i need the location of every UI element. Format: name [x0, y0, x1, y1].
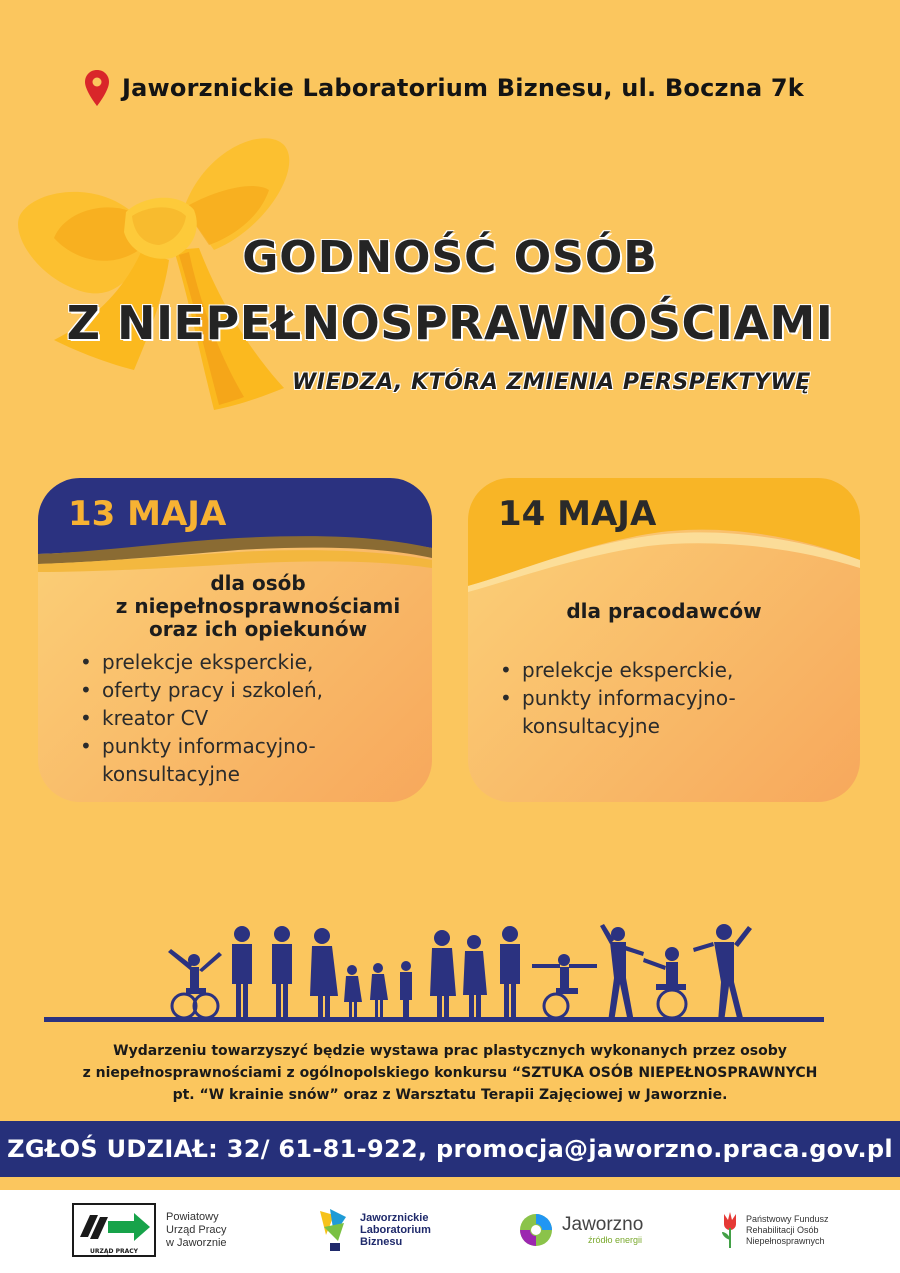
pfron-logo-text — [746, 1214, 829, 1247]
pup-logo-text — [166, 1211, 227, 1250]
card-date: 14 MAJA — [498, 494, 657, 534]
audience-line: z niepełnosprawnościami — [115, 594, 401, 618]
card-items-list — [80, 648, 430, 788]
jlb-logo-text — [360, 1212, 431, 1248]
logo-line: Jaworznickie — [360, 1212, 429, 1224]
list-item: • punkty informacyjno-konsultacyjne — [80, 732, 430, 788]
list-item: • punkty informacyjno-konsultacyjne — [500, 684, 850, 740]
map-pin-icon — [84, 70, 110, 106]
jaworzno-name: Jaworzno — [562, 1214, 644, 1235]
event-card-13-may — [38, 478, 432, 802]
card-audience: dla pracodawców — [566, 599, 762, 623]
title-line-1: GODNOŚĆ OSÓB — [242, 232, 658, 283]
jaworzno-swirl-icon — [518, 1212, 554, 1248]
pfron-logo — [720, 1200, 829, 1260]
pfron-tulip-icon — [720, 1210, 740, 1250]
logo-line: Niepełnosprawnych — [746, 1235, 825, 1246]
pup-logo-icon — [72, 1203, 156, 1257]
exhibition-note — [40, 1040, 860, 1106]
list-item: • oferty pracy i szkoleń, — [80, 676, 430, 704]
pup-badge-text: URZĄD PRACY — [90, 1248, 138, 1255]
logo-line: Państwowy Fundusz — [746, 1213, 829, 1224]
logo-line: w Jaworznie — [166, 1236, 227, 1249]
audience-line: oraz ich opiekunów — [148, 617, 368, 641]
logo-line: Laboratorium — [360, 1224, 431, 1236]
card-audience — [68, 572, 432, 641]
jlb-logo — [316, 1200, 431, 1260]
list-item: • kreator CV — [80, 704, 430, 732]
list-item: • prelekcje eksperckie, — [80, 648, 430, 676]
audience-line: dla osób — [210, 571, 306, 595]
jlb-bulb-icon — [316, 1205, 352, 1255]
footer-logos — [0, 1190, 900, 1273]
jaworzno-tagline: źródło energii — [588, 1235, 643, 1245]
logo-line: Rehabilitacji Osób — [746, 1224, 819, 1235]
jaworzno-logo — [518, 1200, 643, 1260]
logo-line: Urząd Pracy — [166, 1223, 227, 1236]
event-card-14-may — [468, 478, 860, 802]
card-date: 13 MAJA — [68, 494, 227, 534]
people-silhouettes-illustration — [44, 920, 824, 1024]
note-line: Wydarzeniu towarzyszyć będzie wystawa prac plastycznych wykonanych przez osoby — [113, 1043, 787, 1059]
subtitle: WIEDZA, KTÓRA ZMIENIA PERSPEKTYWĘ — [292, 370, 811, 395]
list-item: • prelekcje eksperckie, — [500, 656, 850, 684]
pup-logo — [72, 1200, 227, 1260]
note-line: pt. “W krainie snów” oraz z Warsztatu Terapii Zajęciowej w Jaworznie. — [172, 1087, 728, 1103]
location-header — [84, 68, 804, 108]
card-items-list — [500, 656, 850, 740]
contact-bar — [0, 1121, 900, 1177]
title-line-2: Z NIEPEŁNOSPRAWNOŚCIAMI — [66, 296, 834, 350]
contact-text: ZGŁOŚ UDZIAŁ: 32/ 61-81-922, promocja@jaworzno.praca.gov.pl — [7, 1135, 893, 1163]
logo-line: Powiatowy — [166, 1210, 219, 1223]
logo-line: Biznesu — [360, 1236, 403, 1248]
jaworzno-logo-text — [562, 1215, 643, 1245]
note-line: z niepełnosprawnościami z ogólnopolskiego konkursu “SZTUKA OSÓB NIEPEŁNOSPRAWNYCH — [82, 1065, 818, 1081]
location-text: Jaworznickie Laboratorium Biznesu, ul. Boczna 7k — [122, 74, 804, 102]
